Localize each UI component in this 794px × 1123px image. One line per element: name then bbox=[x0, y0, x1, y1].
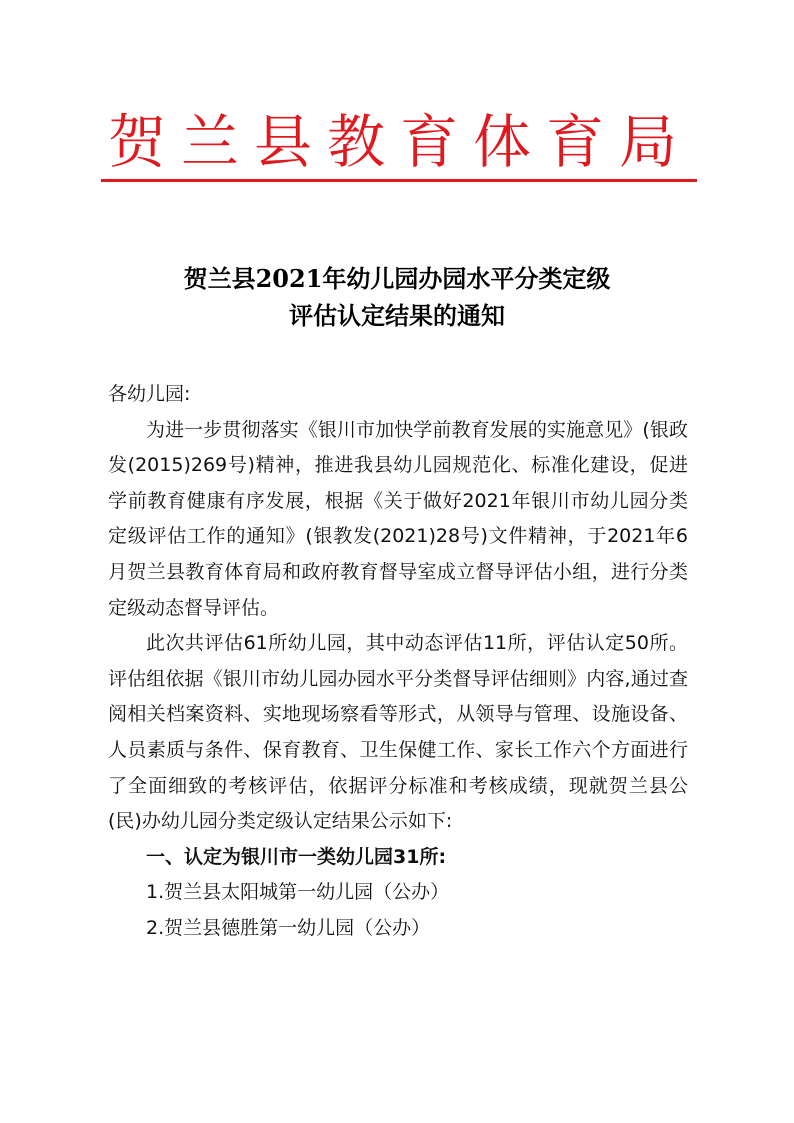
list-item: 1.贺兰县太阳城第一幼儿园（公办） bbox=[146, 881, 450, 904]
body-paragraph-2: 此次共评估61所幼儿园，其中动态评估11所，评估认定50所。评估组依据《银川市幼儿园办园水平分类督导评估细则》内容,通过查阅相关档案资料、实地现场察看等形式，从领导与管理、设施设备、人员素质与条件、保育教育、卫生保健工作、家长工作六个方面进行了全面细致的考核评估，依据评分标准和考核成绩，现就贺兰县公(民)办幼儿园分类定级认定结果公示如下: bbox=[108, 632, 688, 833]
document-body bbox=[108, 377, 688, 947]
organization-header: 贺兰县教育体育局 bbox=[107, 108, 692, 176]
header-red-rule bbox=[101, 179, 697, 182]
list-item: 2.贺兰县德胜第一幼儿园（公办） bbox=[146, 916, 431, 939]
title-line-2: 评估认定结果的通知 bbox=[289, 301, 505, 330]
document-title bbox=[100, 260, 694, 334]
title-line-1: 贺兰县2021年幼儿园办园水平分类定级 bbox=[183, 264, 611, 293]
body-paragraph-1: 为进一步贯彻落实《银川市加快学前教育发展的实施意见》(银政发(2015)269号)精神，推进我县幼儿园规范化、标准化建设，促进学前教育健康有序发展，根据《关于做好2021年银川市幼儿园分类定级评估工作的通知》(银教发(2021)28号)文件精神，于2021年6月贺兰县教育体育局和政府教育督导室成立督导评估小组，进行分类定级动态督导评估。 bbox=[108, 418, 688, 619]
section-heading: 一、认定为银川市一类幼儿园31所: bbox=[146, 845, 447, 868]
salutation: 各幼儿园: bbox=[108, 383, 191, 405]
